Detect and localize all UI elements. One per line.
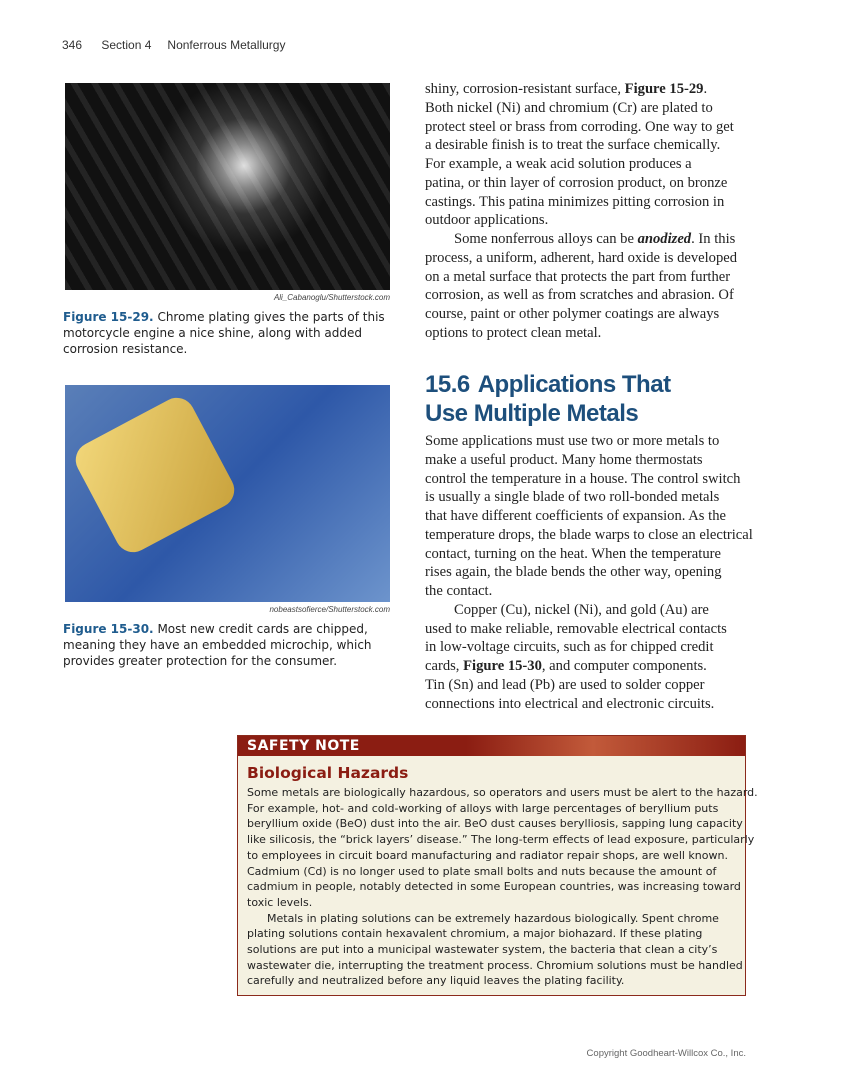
safety-text [238,785,758,989]
safety-text-line: Cadmium (Cd) is no longer used to plate small bolts and nuts because the amount of [247,864,717,878]
section-label: Section 4 [101,38,152,52]
caption-text: Chrome plating gives the parts of this motorcycle engine a nice shine, along with added corrosion resistance. [63,310,385,356]
text-line [425,155,755,174]
text-line [425,268,755,287]
text-segment: castings. This patina minimizes pitting corrosion in [425,193,725,210]
safety-banner: SAFETY NOTE [238,736,745,756]
photo-credit: Ali_Cabanoglu/Shutterstock.com [273,293,390,302]
text-segment: Tin (Sn) and lead (Pb) are used to solder copper [425,676,705,693]
figure-label: Figure 15-29. [63,310,154,324]
safety-text-line: Some metals are biologically hazardous, so operators and users must be alert to the hazard. [247,786,758,799]
text-line [425,305,755,324]
safety-text-line: beryllium oxide (BeO) dust into the air. BeO dust causes berylliosis, sapping lung capacity [247,817,743,831]
photo-credit: nobeastsofierce/Shutterstock.com [269,605,390,614]
credit-card-chip-photo [65,385,390,602]
emphasis-text: anodized [637,231,692,247]
safety-text-line: toxic levels. [247,895,313,909]
text-segment: the contact. [425,583,493,599]
text-line [425,118,755,137]
text-segment: options to protect clean metal. [425,324,602,341]
safety-text-line: solutions are put into a municipal wastewater system, the bacteria that clean a city’s [247,943,718,957]
section-number: 15.6 [425,371,470,398]
text-segment: . [703,81,708,97]
text-line [425,488,755,507]
text-segment: protect steel or brass from corroding. One way to get [425,118,734,135]
safety-text-line: For example, hot- and cold-working of alloys with large percentages of beryllium puts [247,801,719,815]
safety-text-line: cadmium in people, notably detected in some European countries, was increasing toward [247,880,741,894]
text-segment: course, paint or other polymer coatings are always [425,306,720,322]
text-line [425,99,755,118]
body-text-section [425,432,755,713]
text-segment: connections into electrical and electronic circuits. [425,695,715,712]
text-line [425,174,755,193]
text-segment: a desirable finish is to treat the surface chemically. [425,137,721,154]
text-segment: contact, turning on the heat. When the temperature [425,545,721,562]
text-segment: Both nickel (Ni) and chromium (Cr) are plated to [425,99,713,116]
text-segment: process, a uniform, adherent, hard oxide is developed [425,249,738,266]
running-header [62,38,301,52]
body-text-top [425,80,755,343]
heading-line: Use Multiple Metals [425,400,639,427]
text-segment: shiny, corrosion-resistant surface, [425,81,625,97]
text-line [425,470,755,489]
safety-text-line: to employees in circuit board manufacturing and radiator repair shops, are well known. [247,848,728,862]
text-line [425,563,755,582]
text-segment: Some applications must use two or more metals to [425,433,720,449]
text-segment: For example, a weak acid solution produces a [425,156,692,172]
text-line [425,526,755,545]
heading-line: Applications That [477,371,671,398]
text-line [425,695,755,714]
text-segment: that have different coefficients of expansion. As the [425,508,726,524]
text-segment: Copper (Cu), nickel (Ni), and gold (Au) are [454,601,709,618]
text-segment: on a metal surface that protects the part from further [425,268,731,285]
text-line [425,676,755,695]
text-line [425,230,755,249]
text-line [425,432,755,451]
figure-caption [63,621,398,669]
emphasis-text: Figure 15-30 [463,658,542,674]
text-segment: rises again, the blade bends the other way, opening [425,564,722,581]
text-line [425,620,755,639]
copyright: Copyright Goodheart-Willcox Co., Inc. [586,1048,746,1059]
section-heading [425,370,671,428]
text-segment: used to make reliable, removable electrical contacts [425,620,727,637]
text-line [425,193,755,212]
text-line [425,657,755,676]
text-line [425,601,755,620]
text-line [425,324,755,343]
safety-note-box [237,735,758,996]
text-segment: control the temperature in a house. The control switch [425,470,741,487]
figure-caption [63,309,398,357]
caption-text: Most new credit cards are chipped, meaning they have an embedded microchip, which provides greater protection for the consumer. [63,622,372,668]
text-segment: in low-voltage circuits, such as for chipped credit [425,639,714,656]
text-line [425,249,755,268]
safety-text-line: carefully and neutralized before any liquid leaves the plating facility. [247,974,625,988]
text-segment: temperature drops, the blade warps to close an electrical [425,526,753,543]
text-segment: outdoor applications. [425,212,549,229]
text-line [425,545,755,564]
text-segment: patina, or thin layer of corrosion product, on bronze [425,174,728,191]
safety-text-line: plating solutions contain hexavalent chromium, a major biohazard. If these plating [247,927,703,941]
text-line [425,80,755,99]
safety-text-line: wastewater die, interrupting the treatment process. Chromium solutions must be handled [247,958,743,972]
text-line [425,136,755,155]
chip-graphic [69,392,240,559]
text-segment: make a useful product. Many home thermostats [425,451,703,468]
text-segment: is usually a single blade of two roll-bonded metals [425,489,720,506]
text-line [425,638,755,657]
text-line [425,211,755,230]
text-segment: , and computer components. [541,658,707,674]
figure-label: Figure 15-30. [63,622,154,636]
safety-title: Biological Hazards [247,764,409,782]
page-number: 346 [62,38,83,52]
text-segment: Some nonferrous alloys can be [454,231,638,247]
motorcycle-engine-photo [65,83,390,290]
safety-text-line: Metals in plating solutions can be extremely hazardous biologically. Spent chrome [267,911,719,925]
text-segment: . In this [691,231,736,247]
text-segment: corrosion, as well as from scratches and abrasion. Of [425,287,734,304]
text-line [425,582,755,601]
text-line [425,507,755,526]
text-segment: cards, [425,658,464,674]
safety-text-line: like silicosis, the “brick layers’ disease.” The long-term effects of lead exposure, particularly [247,833,755,847]
text-line [425,286,755,305]
text-line [425,451,755,470]
emphasis-text: Figure 15-29 [624,81,704,97]
section-title: Nonferrous Metallurgy [167,38,286,52]
